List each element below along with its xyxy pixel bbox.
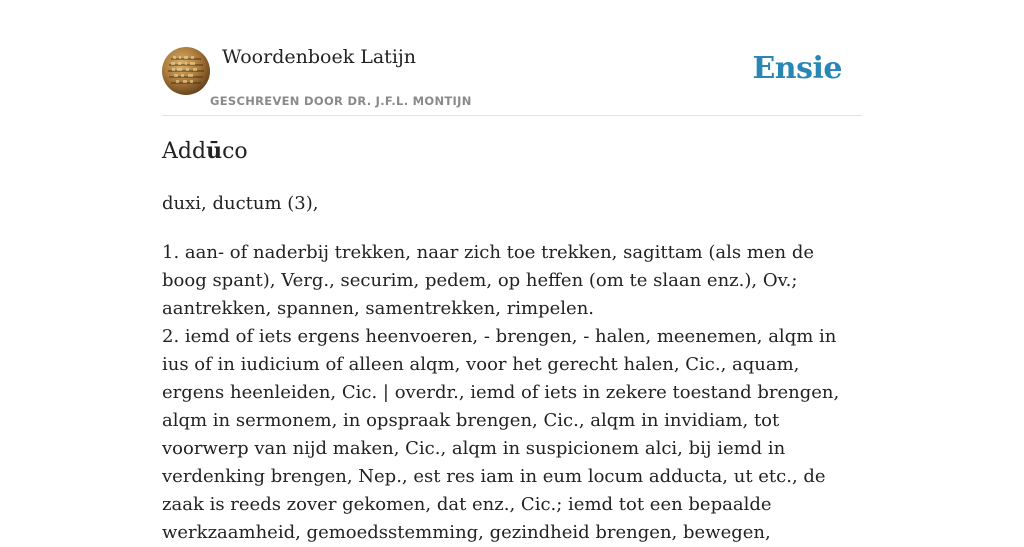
dictionary-avatar-icon[interactable] <box>162 47 210 95</box>
entry-title-prefix: Add <box>162 139 207 164</box>
entry-definitions <box>162 239 862 547</box>
definition-2: 2. iemd of iets ergens heenvoeren, - brengen, - halen, meenemen, alqm in ius of in iudicium of alleen alqm, voor het gerecht halen, Cic., aquam, ergens heenleiden, Cic. | overdr., iemd of iets in zekere toestand brengen, alqm in sermonem, in opspraak brengen, Cic., alqm in invidiam, tot voorwerp van nijd maken, Cic., alqm in suspicionem alci, bij iemd in verdenking brengen, Nep., est res iam in eum locum adducta, ut etc., de zaak is reeds zover gekomen, dat enz., Cic.; iemd tot een bepaalde werkzaamheid, gemoedsstemming, gezindheid brengen, bewegen, <box>162 326 840 543</box>
ensie-logo-link[interactable]: Ensie <box>752 51 842 86</box>
bronze-plaque-icon <box>162 47 210 95</box>
entry-title-suffix: co <box>222 139 248 164</box>
site-header <box>162 46 862 116</box>
dictionary-title-link[interactable]: Woordenboek Latijn <box>222 46 417 68</box>
entry-title-accented: ū <box>206 138 223 164</box>
author-byline: GESCHREVEN DOOR DR. J.F.L. MONTIJN <box>210 94 472 108</box>
definition-1: 1. aan- of naderbij trekken, naar zich toe trekken, sagittam (als men de boog spant), Verg., securim, pedem, op heffen (om te slaan enz.), Ov.; aantrekken, spannen, samentrekken, rimpelen. <box>162 242 815 319</box>
entry-title <box>162 138 248 164</box>
entry-forms: duxi, ductum (3), <box>162 193 319 214</box>
